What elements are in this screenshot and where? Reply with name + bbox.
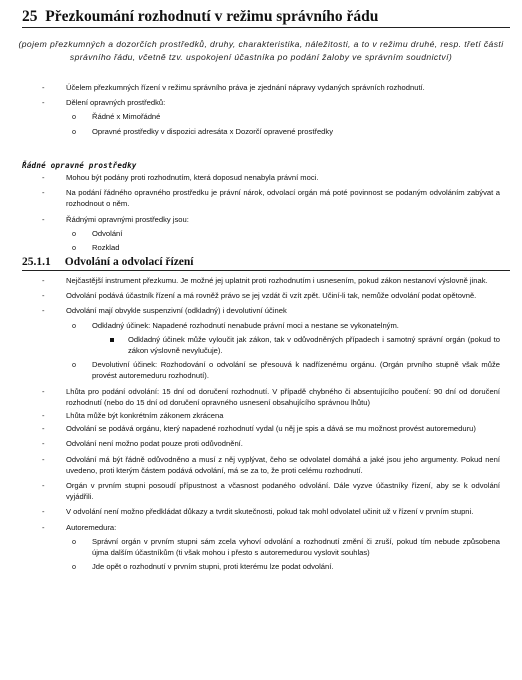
radne-list — [0, 172, 522, 253]
list-item: o Odvolání — [0, 228, 522, 239]
list-item: o Devolutivní účinek: Rozhodování o odvolání se přesouvá k nadřízenému orgánu. (Orgán prvního stupně však může provést autoremeduru rozhodnutí). — [0, 359, 522, 381]
subheading-radne: Řádné opravné prostředky — [22, 161, 137, 170]
chapter-heading — [22, 8, 510, 28]
list-item: - Mohou být podány proti rozhodnutím, která doposud nenabyla právní moci. — [0, 172, 522, 183]
list-item: - V odvolání není možno předkládat důkazy a tvrdit skutečnosti, pokud tak mohl odvolatel učinit už v řízení v prvním stupni. — [0, 506, 522, 517]
list-item: o Opravné prostředky v dispozici adresáta x Dozorčí opravené prostředky — [0, 126, 522, 137]
list-item: o Jde opět o rozhodnutí v prvním stupni, proti kterému lze podat odvolání. — [0, 561, 522, 572]
list-item: o Správní orgán v prvním stupni sám zcela vyhoví odvolání a rozhodnutí změní či zruší, pokud tím nebude způsobena újma dalším účastníkům (ti však mohou i přesto s autoremedurou vyslovit souhlas) — [0, 536, 522, 558]
list-item: - Lhůta může být konkrétním zákonem zkrácena — [0, 410, 522, 421]
list-item: - Lhůta pro podání odvolání: 15 dní od doručení rozhodnutí. V případě chybného či absentujícího poučení: 90 dní od doručení rozhodnutí (nebo do 15 dní od doručení opravného usnesení obsahujícího správnou lhůtu) — [0, 386, 522, 408]
chapter-subtitle: (pojem přezkumných a dozorčích prostředků, druhy, charakteristika, náležitosti, a to v režimu druhé, resp. třetí části správního řádu, včetně tzv. uspokojení účastníka po podání žaloby ve správním soudnictví) — [18, 39, 504, 62]
list-item: - Odvolání není možno podat pouze proti odůvodnění. — [0, 438, 522, 449]
intro-list — [0, 82, 522, 137]
list-item: - Účelem přezkumných řízení v režimu správního práva je zjednání nápravy vydaných správních rozhodnutí. — [0, 82, 522, 93]
list-item: - Nejčastější instrument přezkumu. Je možné jej uplatnit proti rozhodnutím i usnesením, pokud zákon nestanoví výslovně jinak. — [0, 275, 522, 286]
list-item: o Řádné x Mimořádné — [0, 111, 522, 122]
section-heading — [22, 256, 510, 271]
list-item: - Dělení opravných prostředků: — [0, 97, 522, 108]
list-item: Odkladný účinek může vyloučit jak zákon, tak v odůvodněných případech i samotný správní orgán (pokud to zákon výslovně nevylučuje). — [0, 334, 522, 356]
list-item: - Odvolání má být řádně odůvodněno a musí z něj vyplývat, čeho se odvolatel domáhá a jaké jsou jeho argumenty. Pokud není uvedeno, proti kterým částem podává odvolání, má se za to, že proti celému rozhodnutí. — [0, 454, 522, 476]
odvolani-list — [0, 275, 522, 572]
list-item: - Autoremedura: — [0, 522, 522, 533]
list-item: - Odvolání se podává orgánu, který napadené rozhodnutí vydal (u něj je spis a dává se mu možnost provést autoremeduru) — [0, 423, 522, 434]
list-item: - Na podání řádného opravného prostředku je právní nárok, odvolací orgán má poté povinnost se podaným odvoláním zabývat a rozhodnout o něm. — [0, 187, 522, 209]
list-item: o Rozklad — [0, 242, 522, 253]
chapter-title: Přezkoumání rozhodnutí v režimu správního řádu — [45, 8, 379, 25]
list-item: - Odvolání podává účastník řízení a má rovněž právo se jej vzdát či vzít zpět. Učiní-li tak, nemůže odvolání podat opětovně. — [0, 290, 522, 301]
section-number: 25.1.1 — [22, 256, 51, 268]
section-title: Odvolání a odvolací řízení — [64, 256, 194, 268]
list-item: - Odvolání mají obvykle suspenzivní (odkladný) i devolutivní účinek — [0, 305, 522, 316]
list-item: - Orgán v prvním stupni posoudí přípustnost a včasnost podaného odvolání. Dále vyzve účastníky řízení, aby se k odvolání vyjádřili. — [0, 480, 522, 502]
chapter-number: 25 — [22, 8, 38, 25]
list-item: - Řádnými opravnými prostředky jsou: — [0, 214, 522, 225]
list-item: o Odkladný účinek: Napadené rozhodnutí nenabude právní moci a nestane se vykonatelným. — [0, 320, 522, 331]
